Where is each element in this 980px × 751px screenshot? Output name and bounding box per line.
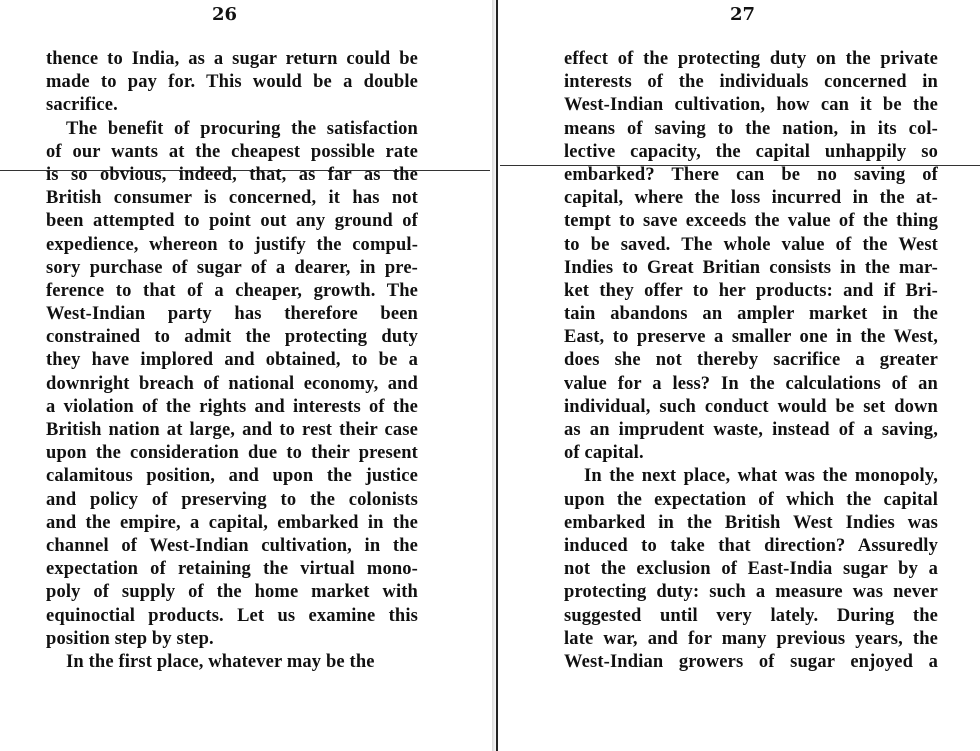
text-line: protecting duty: such a measure was never [564, 582, 938, 603]
text-line: East, to preserve a smaller one in the West, [564, 327, 938, 348]
text-line: not the exclusion of East-India sugar by a [564, 559, 938, 580]
text-line: a violation of the rights and interests of the [46, 396, 418, 417]
text-line: equinoctial products. Let us examine this [46, 605, 418, 626]
text-line: poly of supply of the home market with [46, 582, 418, 603]
text-line: sacrifice. [46, 95, 118, 116]
text-line: tain abandons an ampler market in the [564, 304, 938, 325]
text-line: upon the expectation of which the capital [564, 489, 938, 510]
text-line: as an imprudent waste, instead of a saving, [564, 420, 938, 440]
text-line: late war, and for many previous years, the [564, 628, 938, 649]
text-line: tempt to save exceeds the value of the thing [564, 211, 938, 232]
text-line: position step by step. [46, 628, 214, 649]
text-line: and the empire, a capital, embarked in the [46, 512, 418, 533]
text-line: British consumer is concerned, it has not [46, 188, 418, 209]
text-line: expedience, whereon to justify the compul- [46, 234, 418, 255]
text-line: West-Indian cultivation, how can it be the [564, 95, 938, 116]
text-line: individual, such conduct would be set down [564, 396, 938, 417]
right-page [500, 0, 980, 751]
text-line: Indies to Great Britian consists in the mar- [564, 257, 938, 278]
text-line: effect of the protecting duty on the private [564, 49, 938, 69]
text-line: West-Indian growers of sugar enjoyed a [564, 651, 938, 672]
text-line: ference to that of a cheaper, growth. The [46, 280, 418, 301]
text-line: embarked in the British West Indies was [564, 512, 938, 533]
text-line: means of saving to the nation, in its col- [564, 118, 938, 139]
text-line: calamitous position, and upon the justice [46, 466, 418, 487]
text-line: In the next place, what was the monopoly, [584, 466, 938, 487]
left-text-block [46, 48, 418, 674]
text-line: induced to take that direction? Assuredly [564, 535, 938, 556]
text-line: suggested until very lately. During the [564, 605, 938, 626]
text-line: channel of West-Indian cultivation, in the [46, 535, 418, 556]
text-line: expectation of retaining the virtual mono- [46, 559, 418, 580]
text-line: lective capacity, the capital unhappily so [564, 141, 938, 162]
text-line: made to pay for. This would be a double [46, 72, 418, 93]
text-line: does she not thereby sacrifice a greater [564, 350, 938, 371]
text-line: West-Indian party has therefore been [46, 304, 418, 325]
text-line: sory purchase of sugar of a dearer, in pre- [46, 257, 418, 278]
text-line: downright breach of national economy, and [46, 373, 418, 394]
text-line: of capital. [564, 443, 644, 464]
text-line: interests of the individuals concerned in [564, 72, 938, 93]
text-line: been attempted to point out any ground of [46, 211, 418, 232]
text-line: In the first place, whatever may be the [66, 651, 375, 672]
text-line: British nation at large, and to rest their case [46, 420, 418, 440]
text-line: capital, where the loss incurred in the at- [564, 188, 938, 209]
text-line: The benefit of procuring the satisfaction [66, 118, 418, 139]
text-line: upon the consideration due to their present [46, 443, 418, 464]
text-line: value for a less? In the calculations of an [564, 373, 938, 394]
text-line: is so obvious, indeed, that, as far as the [46, 164, 418, 185]
right-text-block [564, 48, 938, 674]
text-line: thence to India, as a sugar return could be [46, 49, 418, 69]
text-line: to be saved. The whole value of the West [564, 234, 938, 255]
page-number-right: 27 [730, 4, 756, 25]
page-number-left: 26 [212, 4, 238, 25]
text-line: of our wants at the cheapest possible rate [46, 141, 418, 162]
text-line: constrained to admit the protecting duty [46, 327, 418, 348]
text-line: they have implored and obtained, to be a [46, 350, 418, 371]
text-line: ket they offer to her products: and if Bri- [564, 280, 938, 301]
gutter-divider [496, 0, 498, 751]
text-line: and policy of preserving to the colonists [46, 489, 418, 510]
text-line: embarked? There can be no saving of [564, 164, 938, 185]
